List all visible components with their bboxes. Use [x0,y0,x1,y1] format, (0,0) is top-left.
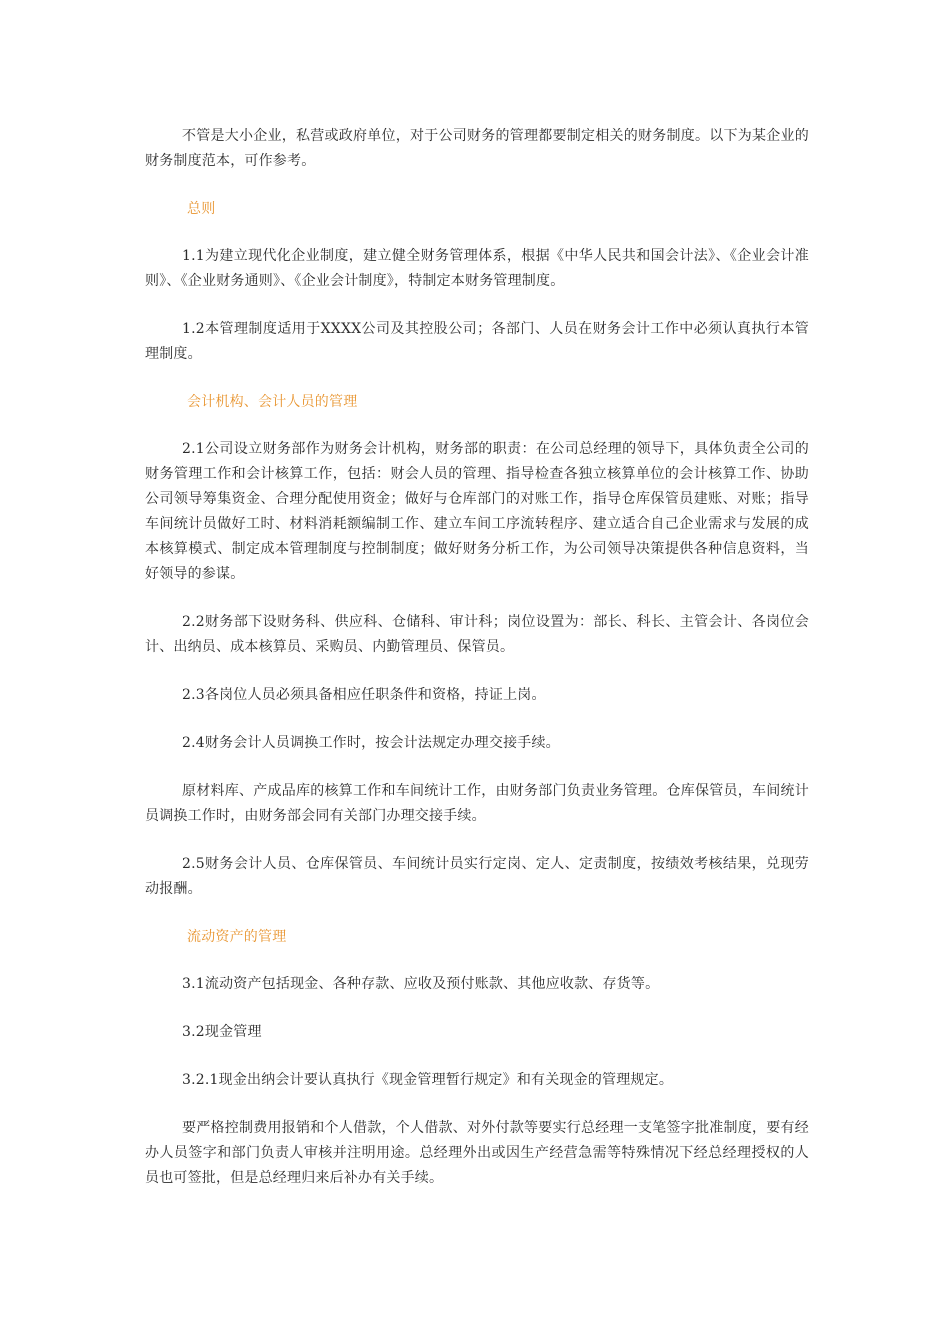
paragraph-2-4: 2.4财务会计人员调换工作时，按会计法规定办理交接手续。 [182,735,560,751]
section-heading-general: 总则 [187,201,216,217]
paragraph-2-5: 2.5财务会计人员、仓库保管员、车间统计员实行定岗、定人、定责制度，按绩效考核结果，兑现劳动报酬。 [145,856,809,897]
document-body [145,124,809,1214]
section-heading-accounting-staff: 会计机构、会计人员的管理 [187,394,358,410]
paragraph-2-4-note: 原材料库、产成品库的核算工作和车间统计工作，由财务部门负责业务管理。仓库保管员，车间统计员调换工作时，由财务部会同有关部门办理交接手续。 [145,783,809,824]
paragraph-1-1: 1.1为建立现代化企业制度，建立健全财务管理体系，根据《中华人民共和国会计法》、《企业会计准则》、《企业财务通则》、《企业会计制度》，特制定本财务管理制度。 [145,248,809,289]
paragraph-3-2-1-note: 要严格控制费用报销和个人借款，个人借款、对外付款等要实行总经理一支笔签字批准制度，要有经办人员签字和部门负责人审核并注明用途。总经理外出或因生产经营急需等特殊情况下经总经理授权的人员也可签批，但是总经理归来后补办有关手续。 [145,1120,809,1186]
paragraph-2-1: 2.1公司设立财务部作为财务会计机构，财务部的职责：在公司总经理的领导下，具体负责全公司的财务管理工作和会计核算工作，包括：财会人员的管理、指导检查各独立核算单位的会计核算工作、协助公司领导筹集资金、合理分配使用资金；做好与仓库部门的对账工作，指导仓库保管员建账、对账；指导车间统计员做好工时、材料消耗额编制工作、建立车间工序流转程序、建立适合自己企业需求与发展的成本核算模式、制定成本管理制度与控制制度；做好财务分析工作，为公司领导决策提供各种信息资料，当好领导的参谋。 [145,441,809,582]
paragraph-2-3: 2.3各岗位人员必须具备相应任职条件和资格，持证上岗。 [182,687,546,703]
intro-paragraph: 不管是大小企业，私营或政府单位，对于公司财务的管理都要制定相关的财务制度。以下为某企业的财务制度范本，可作参考。 [145,128,809,169]
section-heading-current-assets: 流动资产的管理 [187,929,287,945]
paragraph-3-1: 3.1流动资产包括现金、各种存款、应收及预付账款、其他应收款、存货等。 [182,976,660,992]
paragraph-3-2: 3.2现金管理 [182,1024,262,1040]
paragraph-1-2: 1.2本管理制度适用于XXXX公司及其控股公司；各部门、人员在财务会计工作中必须认真执行本管理制度。 [145,321,809,362]
paragraph-2-2: 2.2财务部下设财务科、供应科、仓储科、审计科；岗位设置为：部长、科长、主管会计、各岗位会计、出纳员、成本核算员、采购员、内勤管理员、保管员。 [145,614,809,655]
paragraph-3-2-1: 3.2.1现金出纳会计要认真执行《现金管理暂行规定》和有关现金的管理规定。 [182,1072,674,1088]
